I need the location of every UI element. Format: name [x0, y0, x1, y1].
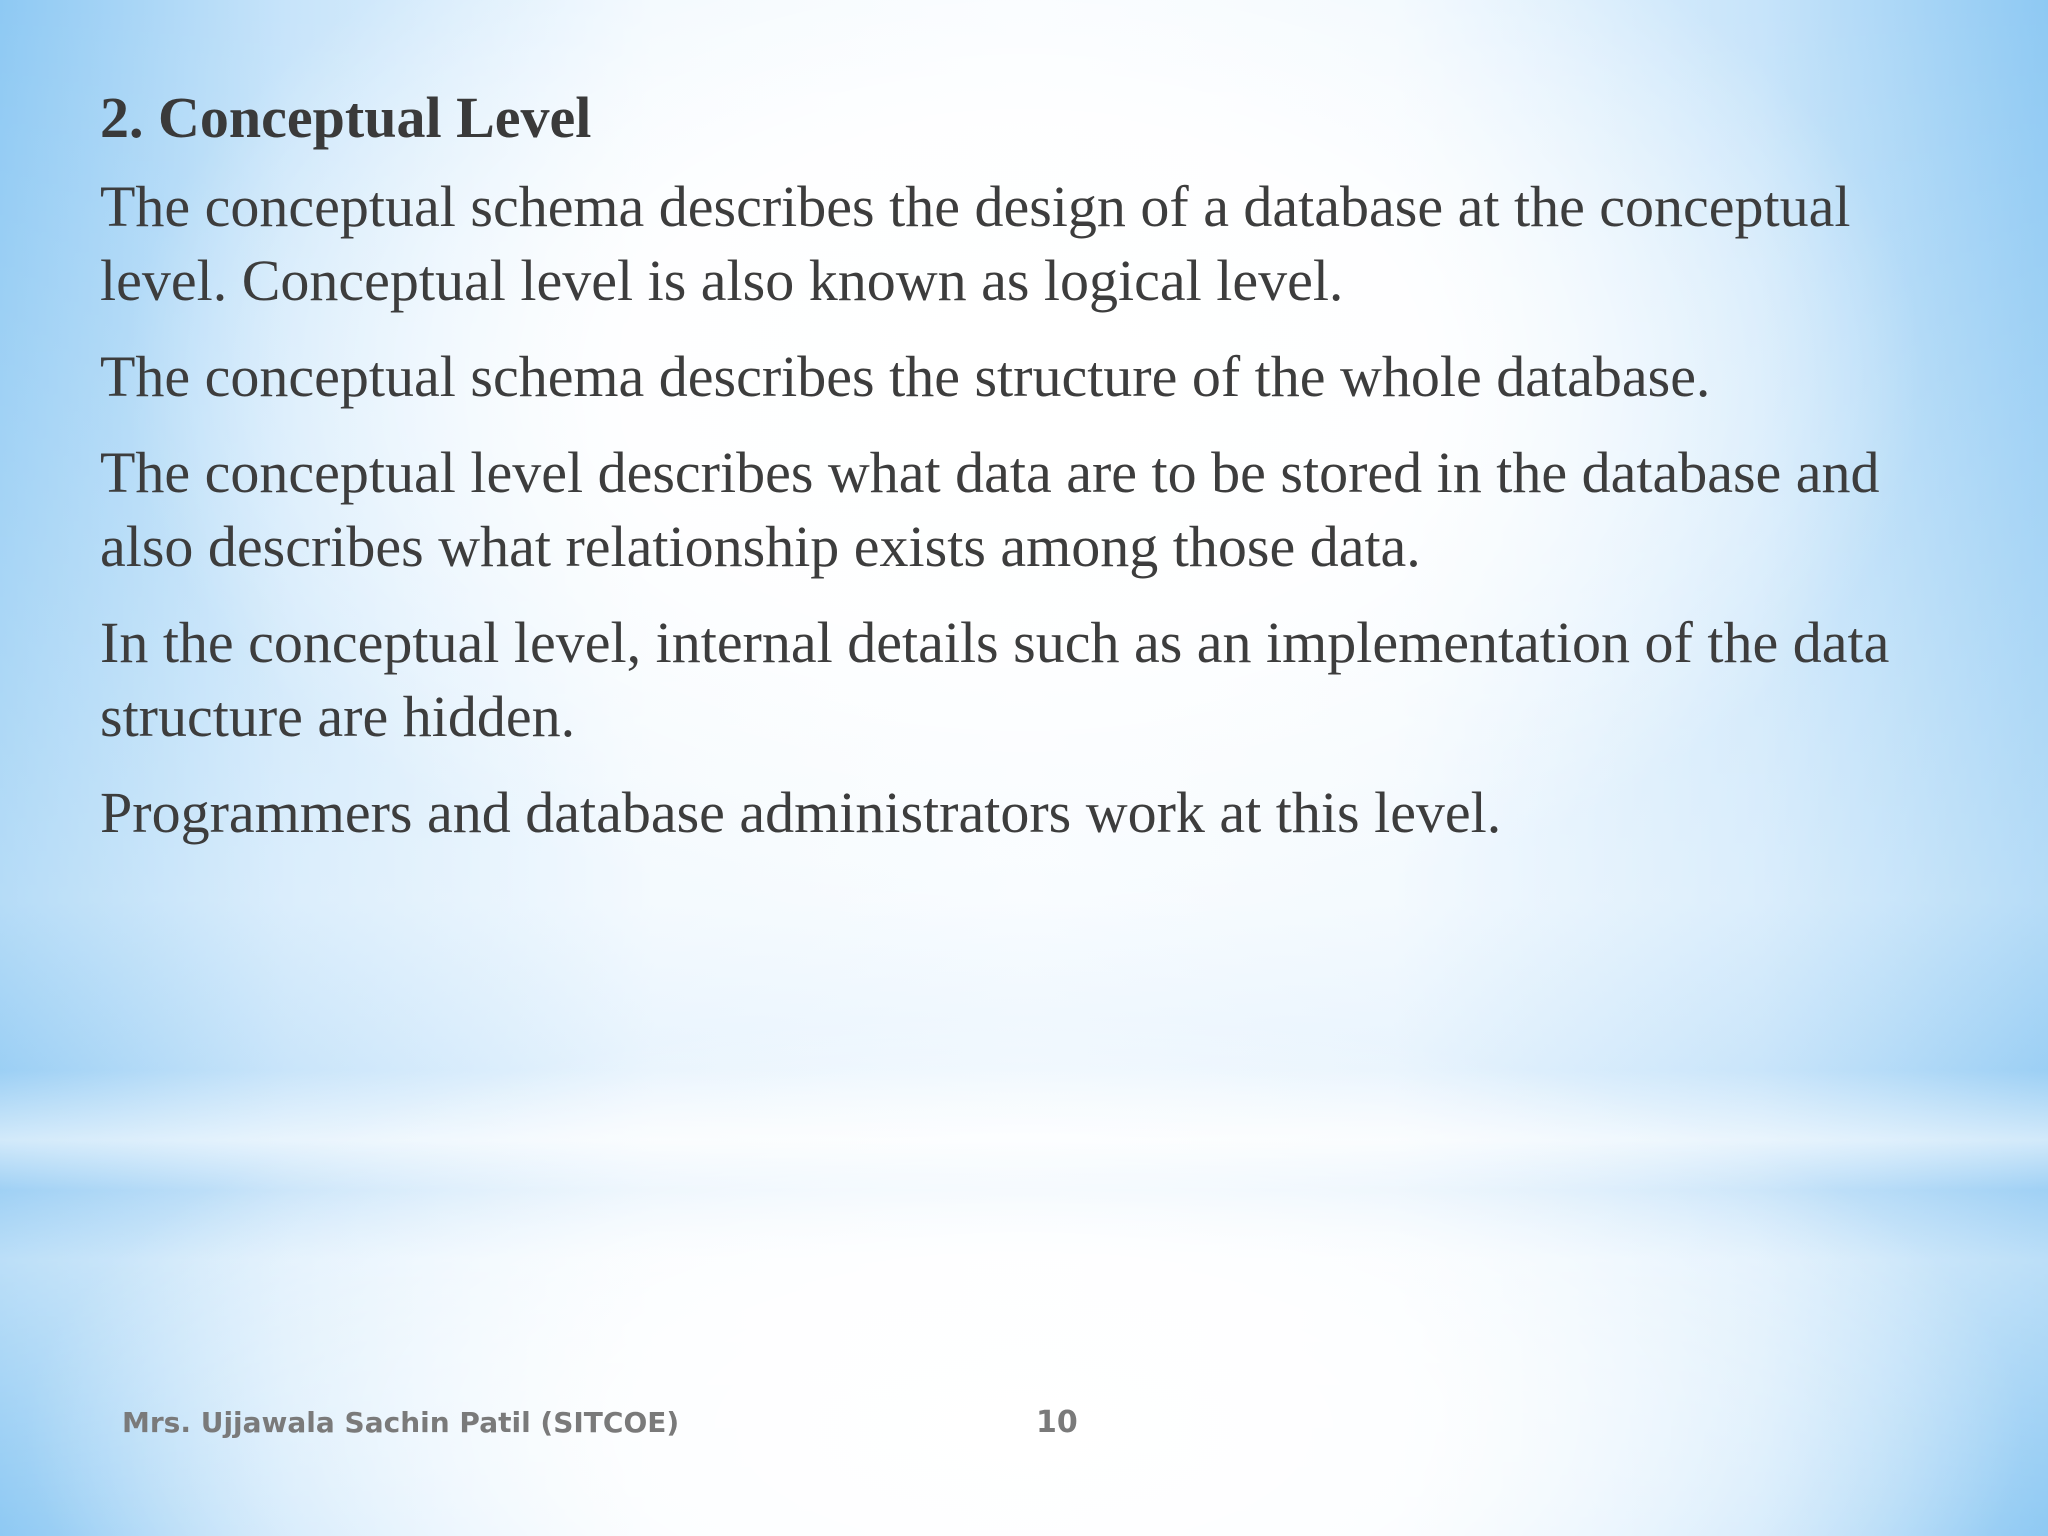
paragraph-hidden-details: In the conceptual level, internal details such as an implementation of the data structure are hidden. — [100, 610, 1890, 749]
paragraph-data-relationships: The conceptual level describes what data are to be stored in the database and also describes what relationship exists among those data. — [100, 440, 1880, 579]
paragraph-structure-description: The conceptual schema describes the structure of the whole database. — [100, 344, 1711, 409]
page-number: 10 — [1036, 1405, 1078, 1440]
paragraph-who-works-here: Programmers and database administrators work at this level. — [100, 780, 1502, 845]
footer-author: Mrs. Ujjawala Sachin Patil (SITCOE) — [122, 1406, 680, 1439]
slide-content — [100, 82, 1980, 872]
paragraph-design-description: The conceptual schema describes the design of a database at the conceptual level. Conceptual level is also known as logical level. — [100, 174, 1851, 313]
slide-title: 2. Conceptual Level — [100, 85, 592, 150]
